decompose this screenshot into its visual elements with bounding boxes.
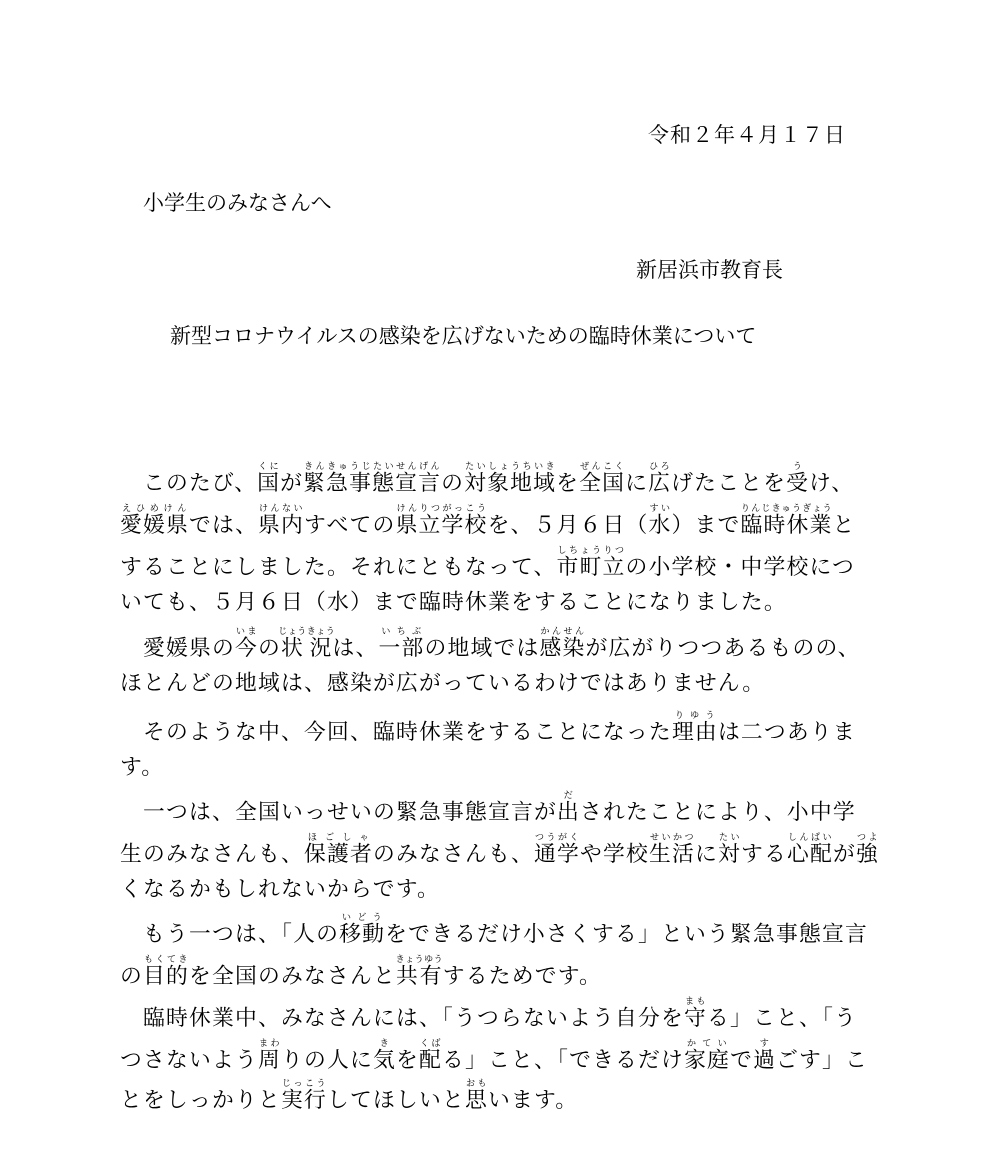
ruby-word	[395, 955, 444, 989]
ruby-base: 県立学校	[395, 513, 488, 538]
ruby-base: 過	[753, 1048, 777, 1073]
text-segment: と	[832, 513, 856, 538]
body-line	[120, 753, 164, 783]
text-segment: してほしいと	[326, 1088, 465, 1113]
furigana: おも	[464, 1079, 488, 1089]
ruby-base: 通学	[533, 842, 580, 867]
text-segment: け、	[809, 471, 855, 496]
body-line	[120, 997, 857, 1034]
ruby-word	[579, 462, 626, 496]
ruby-base: 県内	[258, 513, 304, 538]
ruby-word	[278, 627, 336, 661]
furigana: まも	[684, 997, 708, 1007]
ruby-word	[464, 462, 557, 496]
ruby-word	[684, 997, 708, 1031]
text-segment: や学校	[579, 842, 649, 867]
text-segment: を、５月６日（	[487, 513, 649, 538]
ruby-word	[120, 504, 189, 538]
ruby-base: 状況	[278, 636, 336, 661]
ruby-base: 配	[418, 1048, 442, 1073]
ruby-word	[740, 504, 833, 538]
text-segment: ほとんどの地域は、感染が広がっているわけではありません。	[120, 671, 766, 696]
text-segment: を	[395, 1048, 419, 1073]
ruby-base: 対象地域	[464, 471, 557, 496]
text-segment: は、	[332, 636, 379, 661]
ruby-word	[464, 1079, 488, 1113]
ruby-base: 緊急事態宣言	[303, 471, 442, 496]
body-line	[120, 1039, 868, 1076]
ruby-base: 水	[648, 513, 672, 538]
ruby-word	[753, 1039, 777, 1073]
text-segment: る」こと、「う	[707, 1006, 858, 1031]
text-segment: の	[258, 636, 281, 661]
ruby-base: 周	[257, 1048, 281, 1073]
text-segment: の小学校・中学校につ	[625, 555, 856, 580]
furigana: す	[753, 1039, 777, 1049]
body-line	[120, 913, 868, 950]
furigana: じっこう	[280, 1079, 327, 1089]
body-line	[120, 955, 602, 992]
ruby-base: 思	[464, 1088, 488, 1113]
furigana: りんじきゅうぎょう	[740, 504, 833, 514]
text-segment: ごす」こ	[776, 1048, 869, 1073]
ruby-word	[235, 627, 258, 661]
body-line	[120, 504, 856, 541]
text-segment: 生のみなさんも、	[120, 842, 304, 867]
ruby-base: 市町立	[556, 555, 626, 580]
ruby-word	[539, 627, 586, 661]
text-segment: の	[441, 471, 465, 496]
furigana: まわ	[257, 1039, 281, 1049]
furigana: けんない	[258, 504, 304, 514]
ruby-base: 対	[717, 842, 741, 867]
ruby-word	[556, 546, 626, 580]
text-segment: が	[832, 842, 856, 867]
ruby-word	[648, 504, 672, 538]
furigana: すい	[648, 504, 672, 514]
text-segment: されたことにより、小中学	[579, 800, 856, 825]
ruby-word	[418, 1039, 442, 1073]
text-segment: げたことを	[671, 471, 787, 496]
furigana: いま	[235, 627, 258, 637]
ruby-word	[786, 462, 810, 496]
ruby-base: 理由	[671, 720, 718, 745]
ruby-base: 一部	[378, 636, 425, 661]
text-segment: を全国のみなさんと	[189, 964, 396, 989]
ruby-base: 共有	[395, 964, 444, 989]
ruby-base: 実行	[280, 1088, 327, 1113]
ruby-base: 気	[372, 1048, 396, 1073]
furigana: しんぱい	[786, 833, 833, 843]
text-segment: 愛媛県の	[120, 636, 235, 661]
text-segment: 一つは、全国いっせいの緊急事態宣言が	[120, 800, 557, 825]
ruby-word	[556, 791, 580, 825]
text-segment: することにしました。それにともなって、	[120, 555, 557, 580]
furigana: いどう	[339, 913, 386, 923]
text-segment: とをしっかりと	[120, 1088, 281, 1113]
furigana: つうがく	[533, 833, 580, 843]
ruby-base: 広	[648, 471, 672, 496]
ruby-word	[684, 1039, 731, 1073]
ruby-base: 移動	[339, 922, 386, 947]
furigana: つよ	[855, 833, 879, 843]
furigana: ぜんこく	[579, 462, 626, 472]
text-segment: くなるかもしれないからです。	[120, 877, 440, 902]
furigana: えひめけん	[120, 504, 189, 514]
body-line	[120, 546, 855, 583]
ruby-base: 国	[257, 471, 281, 496]
ruby-base: 目的	[143, 964, 189, 989]
furigana: たいしょうちいき	[464, 462, 557, 472]
ruby-word	[339, 913, 386, 947]
ruby-base: 愛媛県	[120, 513, 189, 538]
ruby-word	[143, 955, 189, 989]
body-line	[120, 791, 856, 828]
text-segment: る」こと、「できるだけ	[441, 1048, 685, 1073]
ruby-word	[717, 833, 741, 867]
furigana: くに	[257, 462, 281, 472]
ruby-word	[855, 833, 879, 867]
ruby-word	[786, 833, 833, 867]
body-line	[120, 588, 787, 618]
text-segment: するためです。	[442, 964, 602, 989]
text-segment: では、	[189, 513, 258, 538]
furigana: いちぶ	[378, 627, 425, 637]
text-segment: もう一つは、「人の	[120, 922, 340, 947]
text-segment: います。	[487, 1088, 579, 1113]
furigana: しちょうりつ	[556, 546, 626, 556]
text-segment: すべての	[304, 513, 396, 538]
ruby-base: 守	[684, 1006, 708, 1031]
furigana: かんせん	[539, 627, 586, 637]
ruby-word	[257, 1039, 281, 1073]
furigana: きんきゅうじたいせんげん	[303, 462, 442, 472]
text-segment: の地域では	[424, 636, 540, 661]
ruby-word	[648, 462, 672, 496]
furigana: ほごしゃ	[303, 833, 373, 843]
furigana: けんりつがっこう	[395, 504, 488, 514]
furigana: き	[372, 1039, 396, 1049]
ruby-base: 生活	[648, 842, 695, 867]
furigana: じょうきょう	[278, 627, 336, 637]
ruby-word	[372, 1039, 396, 1073]
addressee: 小学生のみなさんへ	[143, 191, 332, 215]
text-segment: そのような中、今回、臨時休業をすることになった	[120, 720, 672, 745]
body-line	[120, 875, 440, 905]
text-segment: のみなさんも、	[372, 842, 534, 867]
text-segment: に	[694, 842, 718, 867]
text-segment: 臨時休業中、みなさんには、「うつらないよう自分を	[120, 1006, 685, 1031]
text-segment: ）まで	[671, 513, 741, 538]
furigana: くば	[418, 1039, 442, 1049]
text-segment: で	[730, 1048, 754, 1073]
ruby-base: 心配	[786, 842, 833, 867]
text-segment: の	[120, 964, 143, 989]
ruby-base: 受	[786, 471, 810, 496]
ruby-base: 今	[235, 636, 258, 661]
furigana: りゆう	[671, 711, 718, 721]
ruby-word	[671, 711, 718, 745]
body-line	[120, 711, 856, 748]
text-segment: をできるだけ小さくする」という緊急事態宣言	[385, 922, 869, 947]
furigana: たい	[717, 833, 741, 843]
ruby-base: 保護者	[303, 842, 373, 867]
body-line	[120, 669, 765, 699]
text-segment: す。	[120, 755, 165, 780]
ruby-word	[303, 833, 373, 867]
ruby-base: 臨時休業	[740, 513, 833, 538]
ruby-word	[280, 1079, 327, 1113]
ruby-base: 強	[855, 842, 879, 867]
document-title: 新型コロナウイルスの感染を広げないための臨時休業について	[170, 324, 757, 348]
text-segment: りの人に	[280, 1048, 373, 1073]
ruby-word	[533, 833, 580, 867]
body-line	[120, 833, 879, 870]
furigana: かてい	[684, 1039, 731, 1049]
text-segment: このたび、	[120, 471, 258, 496]
text-segment: が	[280, 471, 304, 496]
ruby-word	[395, 504, 488, 538]
body-line	[120, 462, 854, 499]
text-segment: する	[740, 842, 787, 867]
text-segment: が広がりつつあるものの、	[585, 636, 861, 661]
ruby-word	[258, 504, 304, 538]
furigana: きょうゆう	[395, 955, 444, 965]
text-segment: に	[625, 471, 649, 496]
document-date: 令和２年４月１７日	[648, 123, 846, 147]
sender: 新居浜市教育長	[636, 258, 783, 282]
text-segment: つさないよう	[120, 1048, 258, 1073]
furigana: う	[786, 462, 810, 472]
ruby-word	[648, 833, 695, 867]
text-segment: を	[556, 471, 580, 496]
furigana: もくてき	[143, 955, 189, 965]
body-line	[120, 1079, 578, 1116]
text-segment: は二つありま	[717, 720, 856, 745]
ruby-base: 家庭	[684, 1048, 731, 1073]
ruby-word	[257, 462, 281, 496]
ruby-word	[303, 462, 442, 496]
ruby-base: 感染	[539, 636, 586, 661]
furigana: だ	[556, 791, 580, 801]
ruby-base: 出	[556, 800, 580, 825]
furigana: ひろ	[648, 462, 672, 472]
ruby-base: 全国	[579, 471, 626, 496]
furigana: せいかつ	[648, 833, 695, 843]
body-line	[120, 627, 861, 664]
ruby-word	[378, 627, 425, 661]
text-segment: いても、５月６日（水）まで臨時休業をすることになりました。	[120, 590, 787, 615]
